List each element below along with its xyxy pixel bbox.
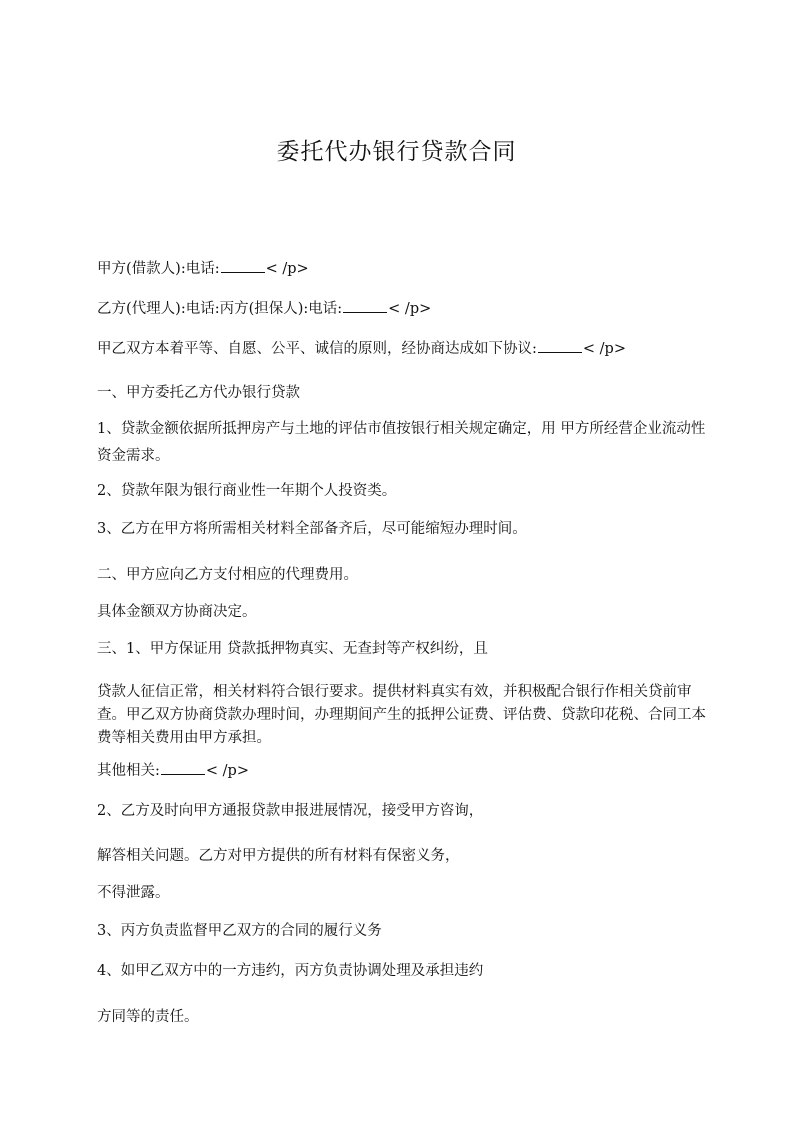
clause-1-1: 1、贷款金额依据所抵押房产与土地的评估市值按银行相关规定确定，用 甲方所经营企业流动性资金需求。 — [97, 421, 706, 464]
clause-1-2: 2、贷款年限为银行商业性一年期个人投资类。 — [97, 483, 397, 499]
other-related-label: 其他相关: — [97, 763, 160, 779]
party-a-phone-blank — [221, 258, 265, 273]
party-bc-label: 乙方(代理人):电话:丙方(担保人):电话: — [97, 301, 343, 317]
other-related-suffix: < /p> — [205, 763, 249, 779]
preamble-text: 甲乙双方本着平等、自愿、公平、诚信的原则，经协商达成如下协议: — [97, 341, 537, 357]
section-3-clause-2-cont: 解答相关问题。乙方对甲方提供的所有材料有保密义务， — [97, 848, 460, 864]
section-3-clause-3: 3、丙方负责监督甲乙双方的合同的履行义务 — [97, 923, 382, 939]
section-3-clause-1-cont: 贷款人征信正常，相关材料符合银行要求。提供材料真实有效，并积极配合银行作相关贷前审查。甲乙双方协商贷款办理时间，办理期间产生的抵押公证费、评估费、贷款印花税、合同工本费等相关费用由甲方承担。 — [97, 684, 706, 746]
preamble-blank — [538, 338, 582, 353]
section-2-detail: 具体金额双方协商决定。 — [97, 604, 257, 620]
party-bc-line — [97, 296, 709, 322]
other-related-blank — [161, 760, 205, 775]
other-related-line — [97, 758, 709, 784]
section-3-clause-2-end: 不得泄露。 — [97, 885, 170, 901]
preamble-suffix: < /p> — [582, 341, 626, 357]
section-3-clause-4: 4、如甲乙双方中的一方违约，丙方负责协调处理及承担违约 — [97, 963, 484, 979]
section-3-clause-4-end: 方同等的责任。 — [97, 1009, 199, 1025]
section-2-heading: 二、甲方应向乙方支付相应的代理费用。 — [97, 567, 358, 583]
section-3-clause-2: 2、乙方及时向甲方通报贷款申报进展情况，接受甲方咨询， — [97, 803, 484, 819]
party-a-label: 甲方(借款人):电话: — [97, 261, 220, 277]
preamble-line — [97, 336, 709, 362]
party-c-phone-blank — [343, 298, 387, 313]
section-1-heading: 一、甲方委托乙方代办银行贷款 — [97, 385, 300, 401]
document-title: 委托代办银行贷款合同 — [276, 139, 517, 165]
party-bc-suffix: < /p> — [388, 301, 432, 317]
clause-1-3: 3、乙方在甲方将所需相关材料全部备齐后，尽可能缩短办理时间。 — [97, 521, 527, 537]
section-3-clause-1: 三、1、甲方保证用 贷款抵押物真实、无查封等产权纠纷，且 — [97, 641, 488, 657]
party-a-line — [97, 256, 709, 282]
party-a-suffix: < /p> — [265, 261, 309, 277]
